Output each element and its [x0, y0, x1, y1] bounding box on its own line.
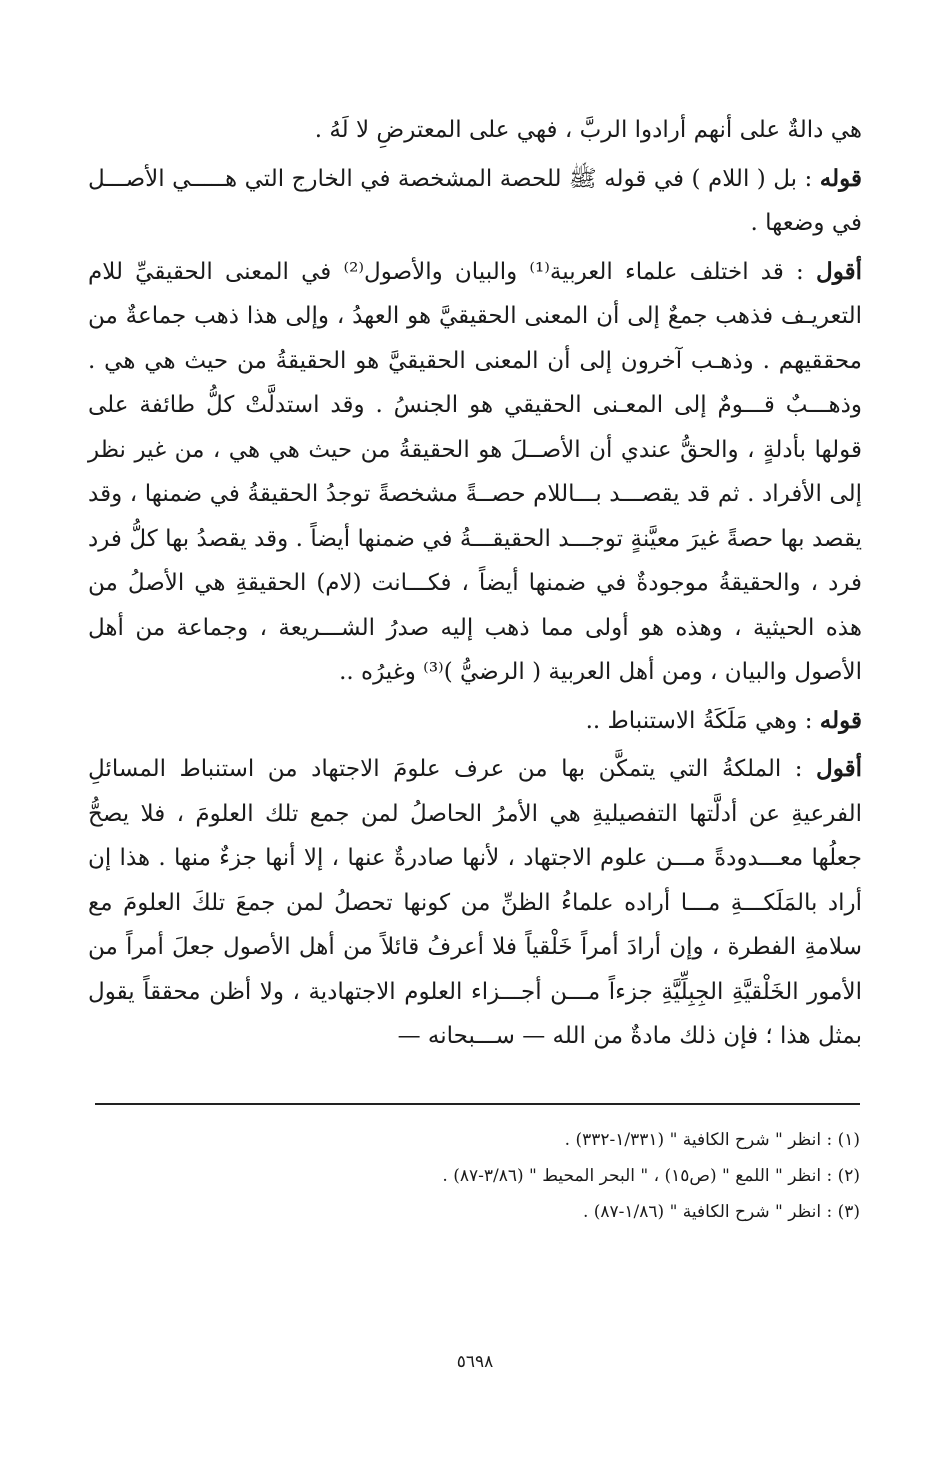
- paragraph-lead: أقول: [816, 257, 862, 285]
- paragraph-text: : الملكةُ التي يتمكَّن بها من عرف علومَ الاجتهاد من استنباط المسائلِ الفرعيةِ عن أدلَّتها التفصيليةِ هي الأمرُ الحاصلُ لمن جمع تلك العلومَ ، فلا يصحُّ جعلُها معـــدودةً مـــن علوم الاجتهاد ، لأنها صادرةٌ عنها ، إلا أنها جزءٌ منها . هذا إن أراد بالمَلَكـــةِ مـــا أراده علماءُ الظنِّ من كونها تحصلُ لمن جمعَ تلكَ العلومَ مع سلامةِ الفطرة ، وإن أرادَ أمراً خَلْقياً فلا أعرفُ قائلاً من أهل الأصول جعلَ أمراً من الأمور الخَلْقيَّةِ الجِبِلِّيَّةِ جزءاً مـــن أجـــزاء العلوم الاجتهادية ، ولا أظن محققاً يقول بمثل هذا ؛ فإن ذلك مادةٌ من الله — ســـبحانه —: [88, 756, 862, 1049]
- paragraph-3: [88, 250, 862, 695]
- paragraph-1: [88, 108, 862, 153]
- paragraph-lead: قوله: [819, 164, 862, 192]
- footnote-2: (٢) : انظر " اللمع " (ص١٥) ، " البحر المحيط " (٣/٨٦-٨٧) .: [442, 1166, 860, 1186]
- paragraph-text: : قد اختلف علماء العربية⁽¹⁾ والبيان والأصول⁽²⁾ في المعنى الحقيقيِّ للام التعريـف فذهب جمعٌ إلى أن المعنى الحقيقيَّ هو العهدُ ، وإلى هذا ذهب جماعةٌ من محققيهم . وذهـب آخرون إلى أن المعنى الحقيقيَّ هو الحقيقةُ من حيث هي هي . وذهـــبٌ قـــومٌ إلى المعـنى الحقيقي هو الجنسُ . وقد استدلَّتْ كلُّ طائفة على قولها بأدلةٍ ، والحقُّ عندي أن الأصــلَ هو الحقيقةُ من حيث هي هي ، من غير نظر إلى الأفراد . ثم قد يقصـــد بـــاللام حصــةً مشخصةً توجدُ الحقيقةُ في ضمنها ، وقد يقصد بها حصةً غيرَ معيَّنةٍ توجـــد الحقيقـــةُ في ضمنها أيضاً . وقد يقصدُ بها كلُّ فرد فرد ، والحقيقةُ موجودةٌ في ضمنها أيضاً ، فكـــانت (لام) الحقيقةِ هي الأصلُ من هذه الحيثية ، وهذه هو أولى مما ذهب إليه صدرُ الشـــريعة ، وجماعة من أهل الأصول والبيان ، ومن أهل العربية ( الرضيُّ )⁽³⁾ وغيرُه ..: [88, 258, 862, 685]
- paragraph-lead: أقول: [816, 755, 862, 782]
- paragraph-text: : بل ( اللام ) في قوله ﷺ للحصة المشخصة في الخارج التي هـــــي الأصـــل في وضعها .: [88, 165, 862, 236]
- footnote-divider: [95, 1103, 860, 1105]
- page-number: ٥٦٩٨: [456, 1352, 494, 1372]
- footnote-3: (٣) : انظر " شرح الكافية " (١/٨٦-٨٧) .: [582, 1202, 860, 1222]
- footnote-1: (١) : انظر " شرح الكافية " (١/٣٣١-٣٣٢) .: [564, 1130, 860, 1150]
- paragraph-text: : وهي مَلَكَةُ الاستنباط ..: [585, 707, 820, 734]
- paragraph-lead: قوله: [819, 706, 862, 734]
- footnotes: [95, 1122, 860, 1230]
- main-text: [88, 108, 862, 1059]
- paragraph-text: هي دالةٌ على أنهم أرادوا الربَّ ، فهي على المعترضِ لا لَهُ .: [314, 117, 862, 143]
- paragraph-5: [88, 747, 862, 1059]
- paragraph-2: [88, 157, 862, 246]
- paragraph-4: [88, 699, 862, 744]
